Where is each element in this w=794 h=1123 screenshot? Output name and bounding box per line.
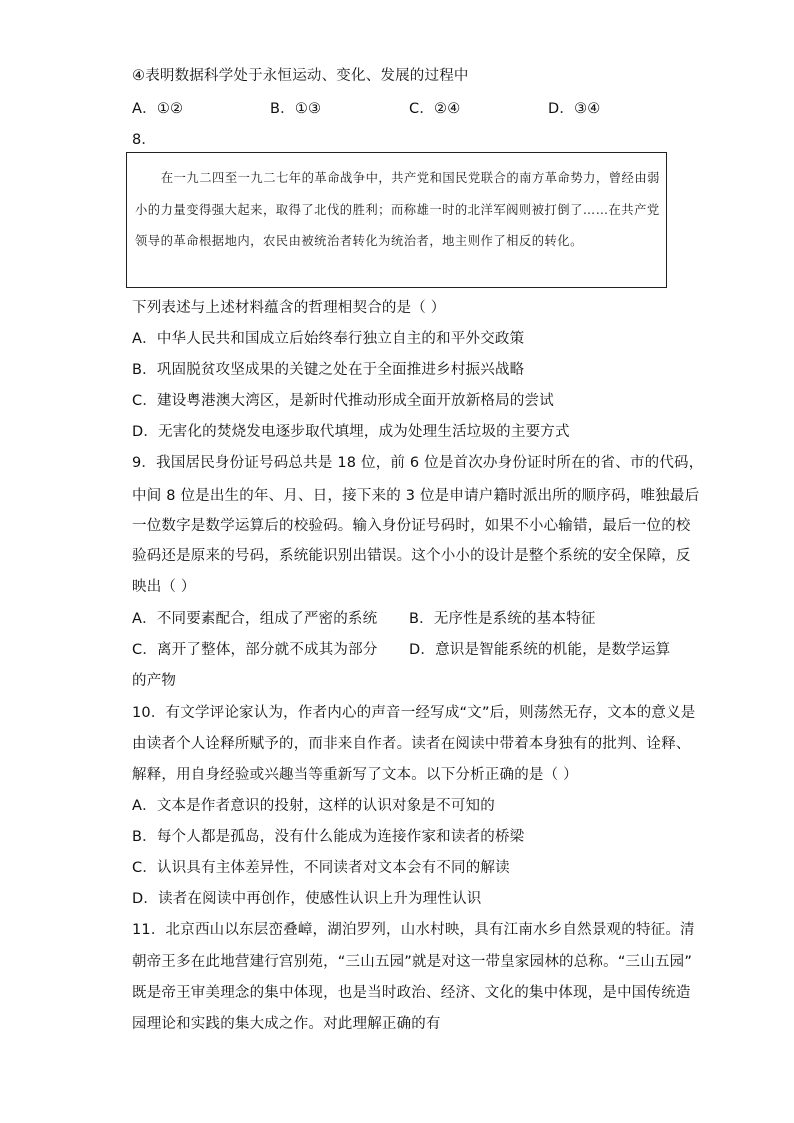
q11-stem-line-4: 园理论和实践的集大成之作。对此理解正确的有 xyxy=(132,1016,441,1032)
q11-stem-line-1: 11．北京西山以东层峦叠嶂，湖泊罗列，山水村映，具有江南水乡自然景观的特征。清 xyxy=(132,922,695,938)
q7-option-c: C．②④ xyxy=(409,101,461,117)
q8-option-c: C．建设粤港澳大湾区，是新时代推动形成全面开放新格局的尝试 xyxy=(132,393,554,409)
q10-option-d: D．读者在阅读中再创作，使感性认识上升为理性认识 xyxy=(132,891,482,907)
q11-stem-line-2: 朝帝王多在此地营建行宫别苑，“三山五园”就是对这一带皇家园林的总称。“三山五园” xyxy=(132,954,693,970)
q7-option-d: D．③④ xyxy=(548,101,601,117)
q10-option-b: B．每个人都是孤岛，没有什么能成为连接作家和读者的桥梁 xyxy=(132,829,525,845)
q8-material-box xyxy=(126,152,667,288)
q9-stem-line-5: 映出（ ） xyxy=(132,579,196,595)
q8-material-text: 在一九二四至一九二七年的革命战争中，共产党和国民党联合的南方革命势力，曾经由弱小的力量变得强大起来，取得了北伐的胜利；而称雄一时的北洋军阀则被打倒了……在共产党领导的革命根据地内，农民由被统治者转化为统治者，地主则作了相反的转化。 xyxy=(135,171,660,248)
q10-option-a: A．文本是作者意识的投射，这样的认识对象是不可知的 xyxy=(132,798,495,814)
q11-stem-line-3: 既是帝王审美理念的集中体现，也是当时政治、经济、文化的集中体现，是中国传统造 xyxy=(132,985,691,1001)
q8-option-a: A．中华人民共和国成立后始终奉行独立自主的和平外交政策 xyxy=(132,331,525,347)
q10-stem-line-1: 10．有文学评论家认为，作者内心的声音一经写成“文”后，则荡然无存，文本的意义是 xyxy=(132,705,696,721)
q9-option-d: D．意识是智能系统的机能，是数学运算 xyxy=(409,642,671,658)
q10-stem-line-3: 解释，用自身经验或兴趣当等重新写了文本。以下分析正确的是（ ） xyxy=(132,767,578,783)
q9-stem-line-1: 9．我国居民身份证号码总共是 18 位，前 6 位是首次办身份证时所在的省、市的代码， xyxy=(132,455,704,471)
q9-option-a: A．不同要素配合，组成了严密的系统 xyxy=(132,611,378,627)
q9-option-b: B．无序性是系统的基本特征 xyxy=(409,611,596,627)
q8-option-d: D．无害化的焚烧发电逐步取代填埋，成为处理生活垃圾的主要方式 xyxy=(132,424,570,440)
q9-stem-line-3: 一位数字是数学运算后的校验码。输入身份证号码时，如果不小心输错，最后一位的校 xyxy=(132,518,691,534)
q7-item-4: ④表明数据科学处于永恒运动、变化、发展的过程中 xyxy=(132,68,469,84)
q8-option-b: B．巩固脱贫攻坚成果的关键之处在于全面推进乡村振兴战略 xyxy=(132,362,525,378)
q7-option-b: B．①③ xyxy=(270,101,322,117)
q9-option-d-continued: 的产物 xyxy=(132,673,177,689)
q9-option-c: C．离开了整体，部分就不成其为部分 xyxy=(132,642,378,658)
q10-option-c: C．认识具有主体差异性，不同读者对文本会有不同的解读 xyxy=(132,860,510,876)
q7-option-a: A．①② xyxy=(132,101,184,117)
q9-stem-line-2: 中间 8 位是出生的年、月、日，接下来的 3 位是申请户籍时派出所的顺序码，唯独最后 xyxy=(132,488,700,504)
q8-number: 8． xyxy=(132,132,157,148)
q9-stem-line-4: 验码还是原来的号码，系统能识别出错误。这个小小的设计是整个系统的安全保障，反 xyxy=(132,548,691,564)
q10-stem-line-2: 由读者个人诠释所赋予的，而非来自作者。读者在阅读中带着本身独有的批判、诠释、 xyxy=(132,736,691,752)
q8-stem: 下列表述与上述材料蕴含的哲理相契合的是（ ） xyxy=(132,300,446,316)
